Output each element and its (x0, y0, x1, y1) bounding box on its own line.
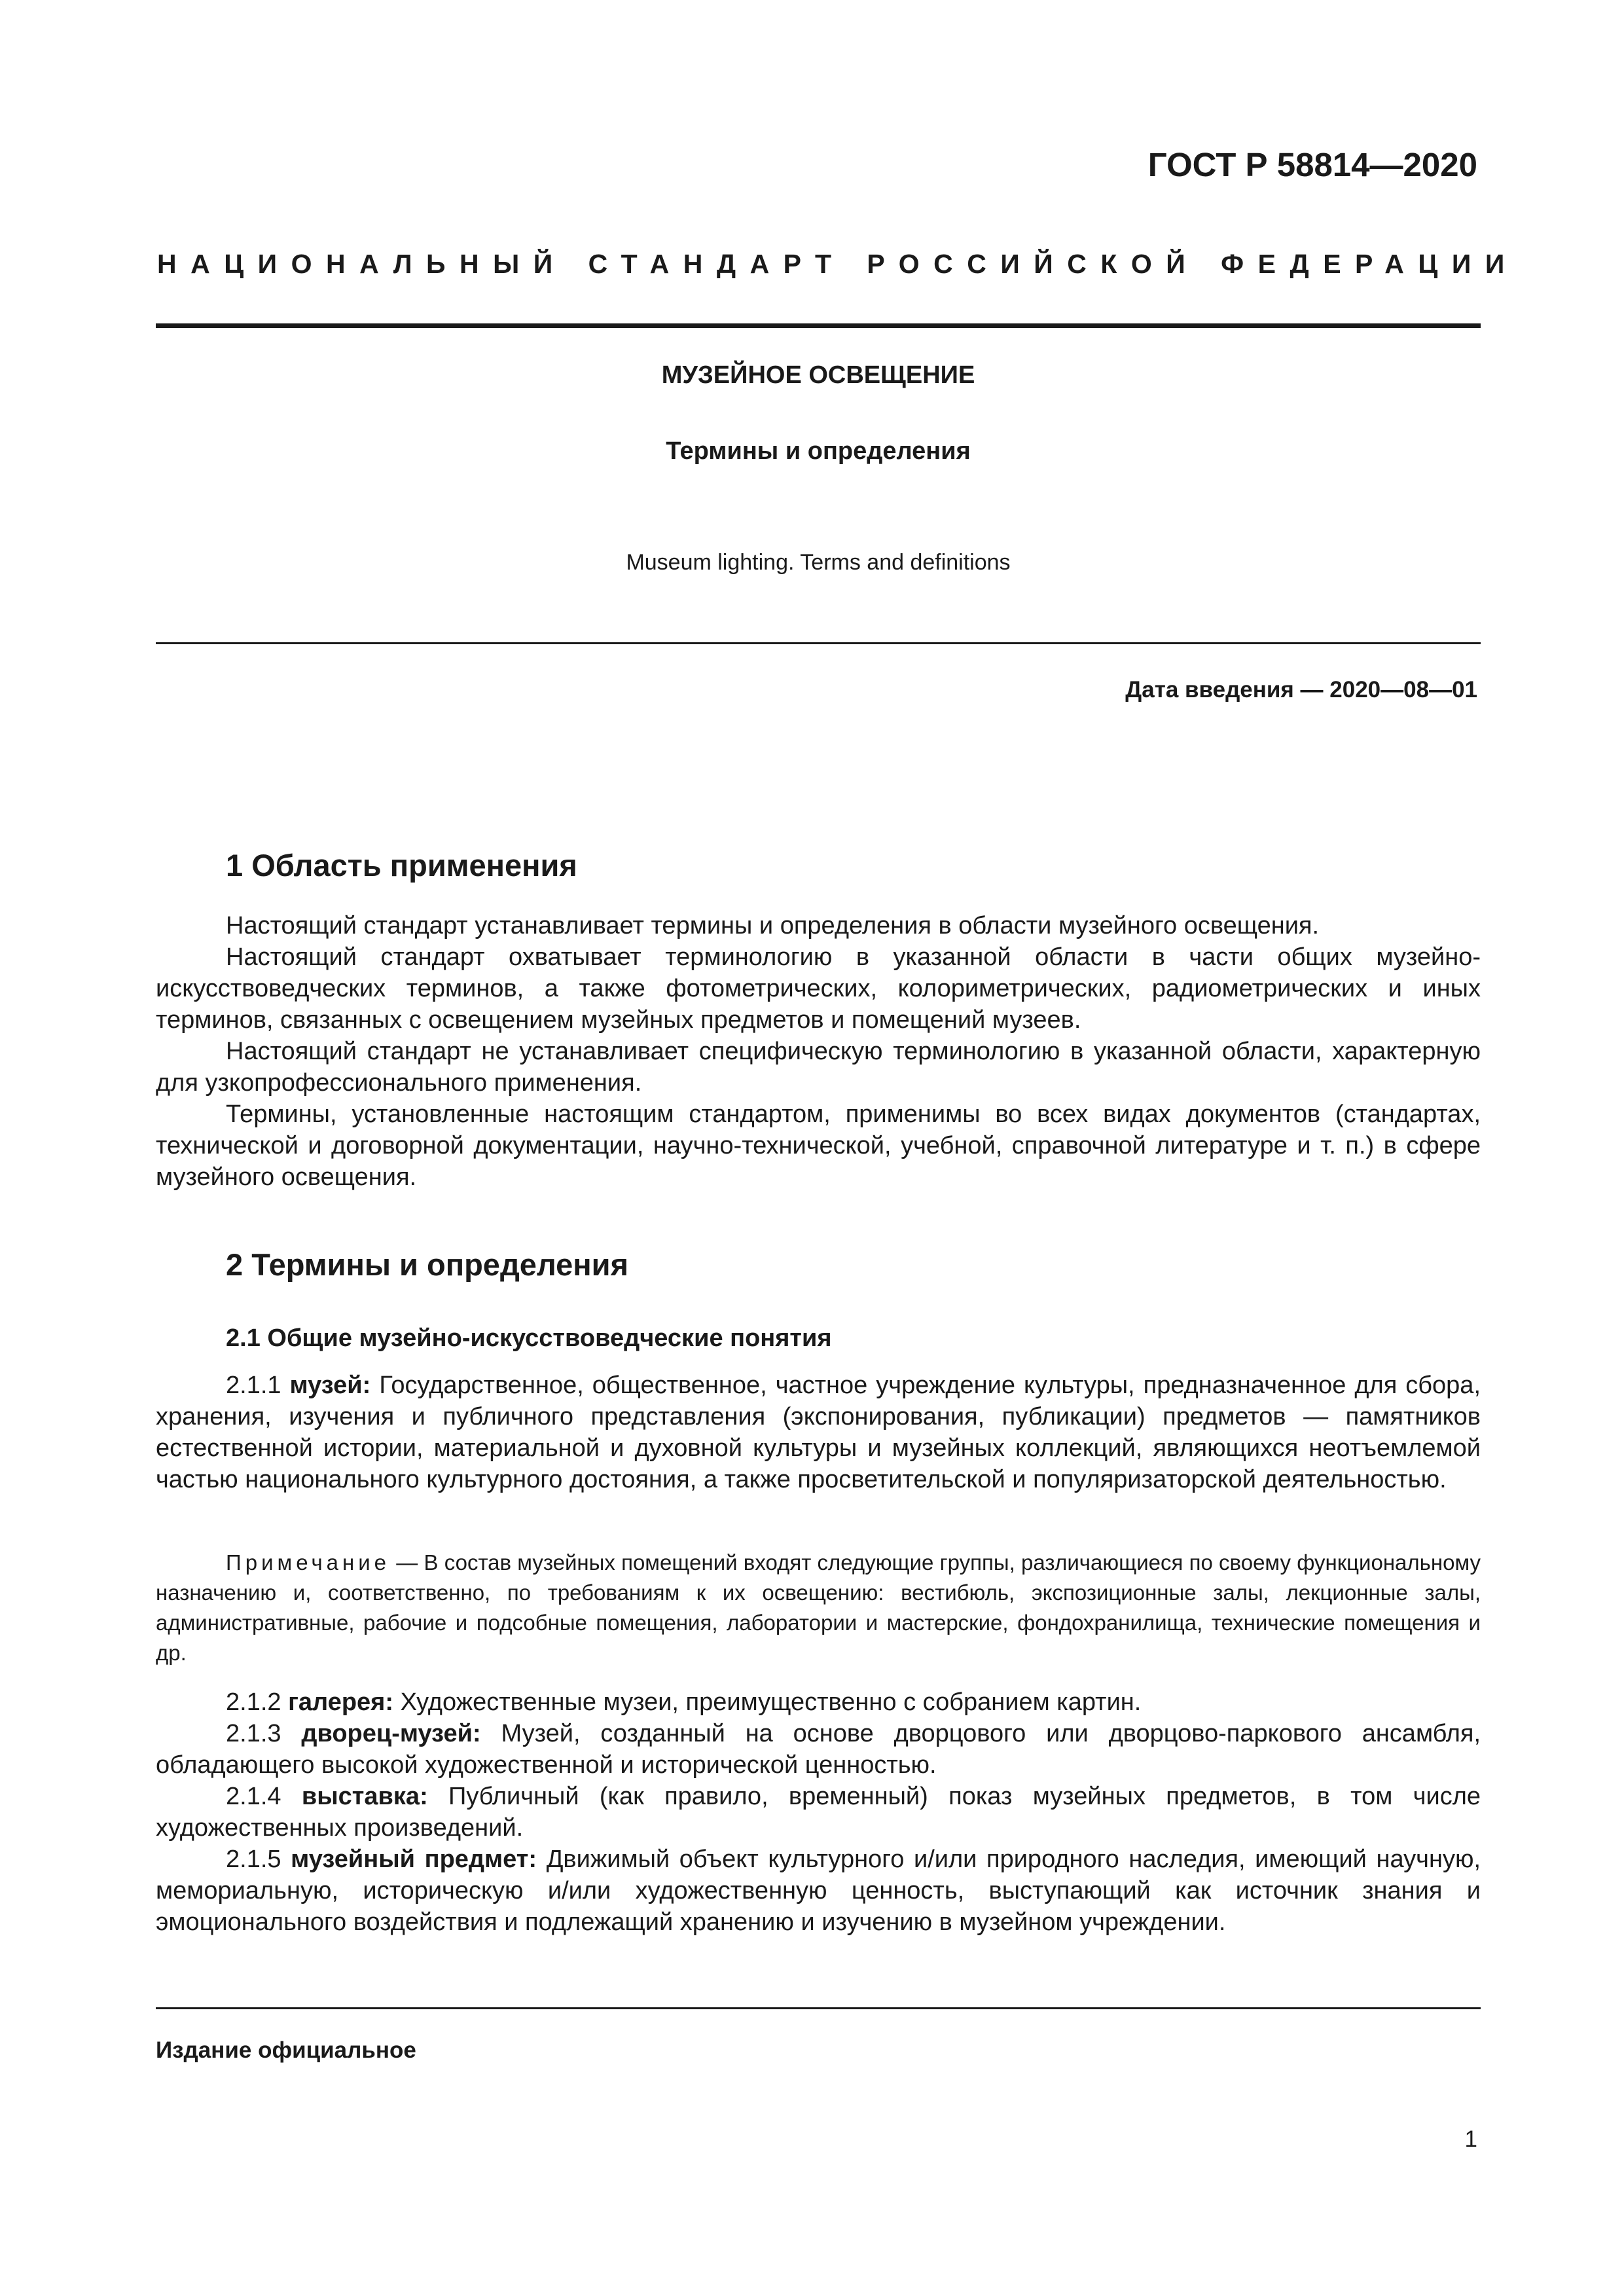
term-definition: Движимый объект культурного и/или природного наследия, имеющий научную, мемориальную, историческую и/или художественную ценность, выступающий как источник знания и эмоционального воздействия и подлежащий хранению и изучению в музейном учреждении. (156, 1846, 1481, 1936)
footer-rule (156, 2007, 1481, 2009)
section-1-paragraph: Настоящий стандарт не устанавливает специфическую терминологию в указанной области, характерную для узкопрофессионального применения. (156, 1038, 1481, 1097)
section-2-heading: 2 Термины и определения (226, 1247, 628, 1282)
term-number: 2.1.5 (226, 1846, 281, 1873)
term-name: галерея: (288, 1688, 393, 1716)
page-number: 1 (1464, 2126, 1477, 2152)
term-name: выставка: (301, 1783, 428, 1810)
section-1-paragraph: Термины, установленные настоящим стандартом, применимы во всех видах документов (стандартах, технической и договорной документации, научно-технической, учебной, справочной литературе и т. п.) в сфере музейного освещения. (156, 1101, 1481, 1191)
term-name: музей: (289, 1372, 371, 1399)
section-1-heading: 1 Область применения (226, 848, 577, 883)
official-edition-label: Издание официальное (156, 2037, 416, 2063)
section-1-paragraph: Настоящий стандарт охватывает терминологию в указанной области в части общих музейно-искусствоведческих терминов, а также фотометрических, колориметрических, радиометрических и иных терминов, связанных с освещением музейных предметов и помещений музеев. (156, 943, 1481, 1034)
term-definition: Публичный (как правило, временный) показ музейных предметов, в том числе художественных произведений. (156, 1783, 1481, 1842)
term-entry (156, 1370, 1481, 1495)
title-rule (156, 642, 1481, 644)
standard-designation: ГОСТ Р 58814—2020 (1147, 146, 1477, 183)
english-title: Museum lighting. Terms and definitions (626, 550, 1011, 575)
term-definition: Художественные музеи, преимущественно с собранием картин. (400, 1688, 1142, 1716)
term-number: 2.1.2 (226, 1688, 281, 1716)
section-1-paragraph: Настоящий стандарт устанавливает термины и определения в области музейного освещения. (226, 912, 1320, 939)
introduction-date: Дата введения — 2020—08—01 (1125, 677, 1477, 702)
term-definition: Государственное, общественное, частное учреждение культуры, предназначенное для сбора, хранения, изучения и публичного представления (экспонирования, публикации) предметов — памятников естественной истории, материальной и духовной культуры и музейных коллекций, являющихся неотъемлемой частью национального культурного достояния, а также просветительской и популяризаторской деятельностью. (156, 1372, 1481, 1493)
term-entry (156, 1781, 1481, 1844)
term-entry (156, 1718, 1481, 1781)
term-name: музейный предмет: (291, 1846, 537, 1873)
term-note (156, 1548, 1481, 1668)
document-subtitle: Термины и определения (666, 437, 971, 465)
national-standard-banner: НАЦИОНАЛЬНЫЙ СТАНДАРТ РОССИЙСКОЙ ФЕДЕРАЦИИ (157, 249, 1519, 279)
note-text: — В состав музейных помещений входят следующие группы, различающиеся по своему функциональному назначению и, соответственно, по требованиям к их освещению: вестибюль, экспозиционные залы, лекционные залы, административные, рабочие и подсобные помещения, лаборатории и мастерские, фондохранилища, технические помещения и др. (156, 1550, 1481, 1665)
subsection-2-1-heading: 2.1 Общие музейно-искусствоведческие понятия (226, 1324, 832, 1352)
header-rule (156, 323, 1481, 328)
term-number: 2.1.4 (226, 1783, 281, 1810)
term-entry (156, 1686, 1481, 1718)
term-name: дворец-музей: (301, 1720, 481, 1747)
term-number: 2.1.3 (226, 1720, 281, 1747)
note-label: Примечание (226, 1550, 391, 1575)
term-entry (156, 1844, 1481, 1938)
term-definition: Музей, созданный на основе дворцового или дворцово-паркового ансамбля, обладающего высокой художественной и исторической ценностью. (156, 1720, 1481, 1779)
document-title: МУЗЕЙНОЕ ОСВЕЩЕНИЕ (661, 361, 975, 389)
term-number: 2.1.1 (226, 1372, 281, 1399)
